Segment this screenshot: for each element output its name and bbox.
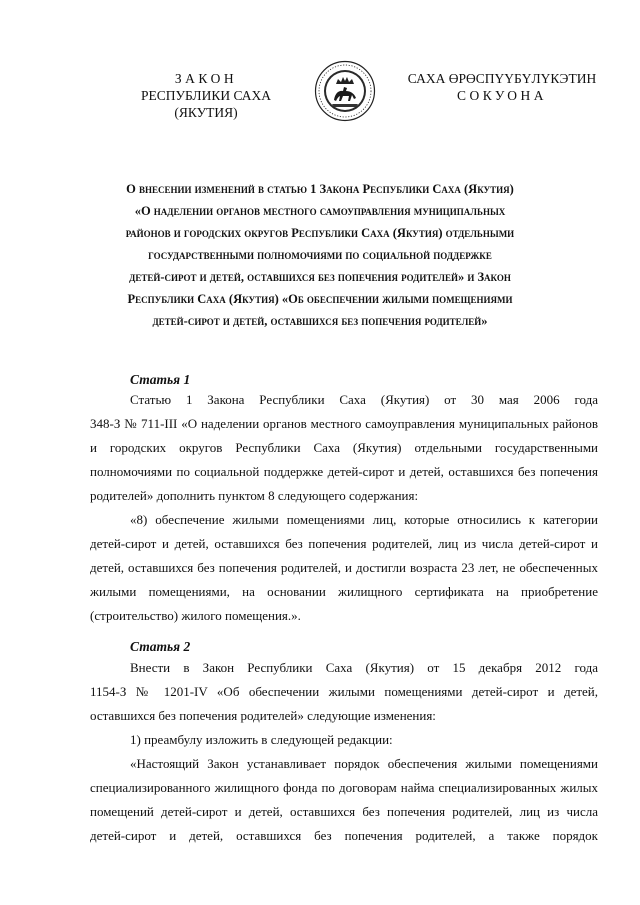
header-right-line2: СОКУОНА — [456, 88, 548, 103]
article2-line: детей-сирот и детей, оставшихся без попечения родителей, а также порядок — [90, 828, 598, 843]
article1-line: детей-сирот и детей, оставшихся без попечения родителей, лиц из числа детей-сирот и — [90, 536, 598, 551]
article1-line: детей, оставшихся без попечения родителей, и достигли возраста 23 лет, не обеспеченных — [90, 560, 598, 575]
title-line: О внесении изменений в статью 1 Закона Республики Саха (Якутия) — [126, 182, 514, 196]
title-line: государственными полномочиями по социальной поддержке — [148, 248, 492, 262]
article1-line: 348-З № 711-III «О наделении органов местного самоуправления муниципальных районов — [90, 416, 598, 431]
header-left-line2: РЕСПУБЛИКИ САХА (ЯКУТИЯ) — [140, 88, 272, 120]
article2-heading: Статья 2 — [130, 639, 191, 654]
article1-line: полномочиями по социальной поддержке детей-сирот и детей, оставшихся без попечения — [90, 464, 598, 479]
article1-line: «8) обеспечение жилыми помещениями лиц, которые относились к категории — [130, 512, 598, 527]
title-line: детей-сирот и детей, оставшихся без попечения родителей» и Закон — [129, 270, 511, 284]
title-line: детей-сирот и детей, оставшихся без попечения родителей» — [152, 314, 488, 328]
header-right-line1: САХА ӨРӨСПҮҮБҮЛҮКЭТИН — [407, 71, 597, 86]
article2-line: оставшихся без попечения родителей» следующие изменения: — [90, 708, 436, 723]
title-line: «О наделении органов местного самоуправления муниципальных — [134, 204, 506, 218]
coat-of-arms-emblem — [314, 60, 376, 122]
law-title — [90, 178, 550, 332]
article1-heading: Статья 1 — [130, 372, 191, 387]
article1-line: (строительство) жилого помещения.». — [90, 608, 301, 623]
article2-line: 1) преамбулу изложить в следующей редакции: — [130, 732, 393, 747]
article2-line: Внести в Закон Республики Саха (Якутия) от 15 декабря 2012 года — [130, 660, 598, 675]
article2-line: «Настоящий Закон устанавливает порядок обеспечения жилыми помещениями — [130, 756, 598, 771]
article1-line: жилыми помещениями, на основании жилищного сертификата на приобретение — [90, 584, 598, 599]
title-line: Республики Саха (Якутия) «Об обеспечении жилыми помещениями — [127, 292, 513, 306]
article2-line: 1154-З № 1201-IV «Об обеспечении жилыми помещениями детей-сирот и детей, — [90, 684, 598, 699]
article1-line: и городских округов Республики Саха (Якутия) отдельными государственными — [90, 440, 598, 455]
header-left-line1: ЗАКОН — [174, 71, 238, 86]
article1-line: Статью 1 Закона Республики Саха (Якутия) от 30 мая 2006 года — [130, 392, 598, 407]
title-line: районов и городских округов Республики Саха (Якутия) отдельными — [125, 226, 515, 240]
header-left — [108, 70, 304, 121]
article2-line: помещений детей-сирот и детей, оставшихся без попечения родителей, лиц из числа — [90, 804, 598, 819]
article1-line: родителей» дополнить пунктом 8 следующего содержания: — [90, 488, 419, 503]
article2-line: специализированного жилищного фонда по договорам найма специализированных жилых — [90, 780, 598, 795]
header-right — [404, 70, 600, 104]
